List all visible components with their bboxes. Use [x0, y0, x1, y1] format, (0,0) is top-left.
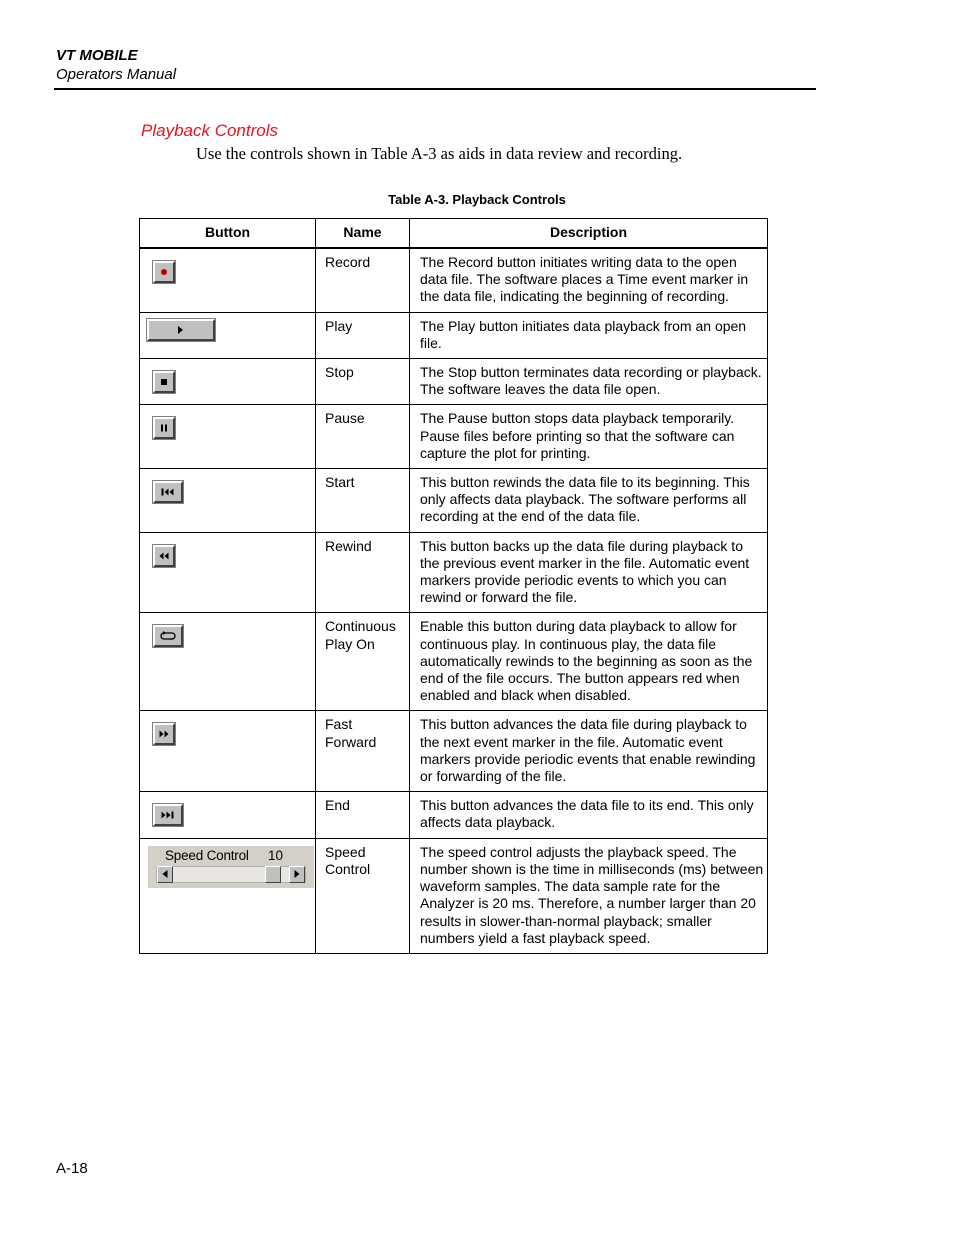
- arrow-right-icon: [295, 870, 300, 878]
- skip-to-end-icon: [162, 812, 175, 819]
- table-header-row: [140, 219, 768, 249]
- control-name: Pause: [316, 405, 410, 469]
- continuous-play-button[interactable]: [153, 625, 183, 647]
- rewind-icon: [160, 552, 169, 559]
- control-description: The Record button initiates writing data to the open data file. The software places a Time event marker in the data file, indicating the beginning of recording.: [410, 248, 768, 312]
- control-description: This button rewinds the data file to its beginning. This only affects data playback. The software performs all recording at the end of the data file.: [410, 469, 768, 533]
- playback-controls-table: [139, 218, 768, 954]
- speed-increase-button[interactable]: [289, 866, 305, 883]
- control-name: Fast: [325, 716, 353, 733]
- table-row: [140, 359, 768, 405]
- stop-button[interactable]: [153, 371, 175, 393]
- fast-forward-icon: [160, 731, 169, 738]
- control-name: Speed: [325, 843, 366, 860]
- doc-header-subtitle: Operators Manual: [56, 66, 177, 83]
- end-button[interactable]: [153, 804, 183, 826]
- pause-button[interactable]: [153, 417, 175, 439]
- doc-header-title: VT MOBILE: [56, 47, 138, 64]
- column-header-button: Button: [140, 219, 316, 249]
- control-name: Continuous: [325, 618, 396, 635]
- stop-icon: [161, 379, 167, 385]
- record-icon: [160, 268, 168, 276]
- arrow-left-icon: [163, 870, 168, 878]
- column-header-name: Name: [316, 219, 410, 249]
- play-icon: [178, 326, 184, 334]
- table-row: [140, 248, 768, 312]
- table-row: [140, 532, 768, 613]
- speed-control-slider[interactable]: [148, 846, 314, 888]
- record-button[interactable]: [153, 261, 175, 283]
- control-description: The Stop button terminates data recording or playback. The software leaves the data file open.: [410, 359, 768, 405]
- control-description: This button advances the data file to its end. This only affects data playback.: [410, 792, 768, 838]
- speed-slider-thumb[interactable]: [265, 866, 281, 883]
- table-row: [140, 792, 768, 838]
- control-description: The Pause button stops data playback temporarily. Pause files before printing so that the software can capture the plot for printing.: [410, 405, 768, 469]
- table-row: [140, 613, 768, 711]
- table-caption: Table A-3. Playback Controls: [388, 192, 566, 207]
- control-description: This button backs up the data file during playback to the previous event marker in the file. Automatic event markers provide periodic events to which you can rewind or forward the file.: [410, 532, 768, 613]
- header-rule: [54, 88, 816, 90]
- control-name-line2: Forward: [325, 733, 377, 750]
- start-button[interactable]: [153, 481, 183, 503]
- loop-icon: [160, 631, 176, 641]
- control-name: End: [316, 792, 410, 838]
- skip-to-start-icon: [162, 489, 175, 496]
- table-row: [140, 312, 768, 358]
- control-name-line2: Play On: [325, 635, 375, 652]
- control-name: Play: [316, 312, 410, 358]
- speed-control-label: Speed Control: [165, 847, 249, 863]
- control-name: Rewind: [316, 532, 410, 613]
- table-row: [140, 711, 768, 792]
- table-row: [140, 838, 768, 953]
- control-name: Stop: [316, 359, 410, 405]
- table-row: [140, 469, 768, 533]
- control-description: The Play button initiates data playback from an open file.: [410, 312, 768, 358]
- control-description: The speed control adjusts the playback speed. The number shown is the time in milliseconds (ms) between waveform samples. The data sample rate for the Analyzer is 20 ms. Therefore, a number larger than 20 results in slower-than-normal playback; smaller numbers yield a fast playback speed.: [410, 838, 768, 953]
- section-title: Playback Controls: [141, 121, 279, 140]
- control-name-line2: Control: [325, 860, 371, 877]
- fast-forward-button[interactable]: [153, 723, 175, 745]
- control-description: Enable this button during data playback to allow for continuous play. In continuous play, the data file automatically rewinds to the beginning as soon as the end of the file occurs. The button appears red when enabled and black when disabled.: [410, 613, 768, 711]
- pause-icon: [161, 425, 167, 432]
- page-number: A-18: [56, 1160, 88, 1177]
- rewind-button[interactable]: [153, 545, 175, 567]
- table-row: [140, 405, 768, 469]
- play-button[interactable]: [147, 319, 215, 341]
- speed-decrease-button[interactable]: [157, 866, 173, 883]
- speed-slider-track[interactable]: [156, 866, 306, 883]
- column-header-description: Description: [410, 219, 768, 249]
- control-description: This button advances the data file during playback to the next event marker in the file. Automatic event markers provide periodic events that enable rewinding or forwarding of the file.: [410, 711, 768, 792]
- control-name: Start: [316, 469, 410, 533]
- section-intro: Use the controls shown in Table A-3 as aids in data review and recording.: [196, 144, 683, 163]
- speed-control-value: 10: [268, 847, 284, 863]
- control-name: Record: [316, 248, 410, 312]
